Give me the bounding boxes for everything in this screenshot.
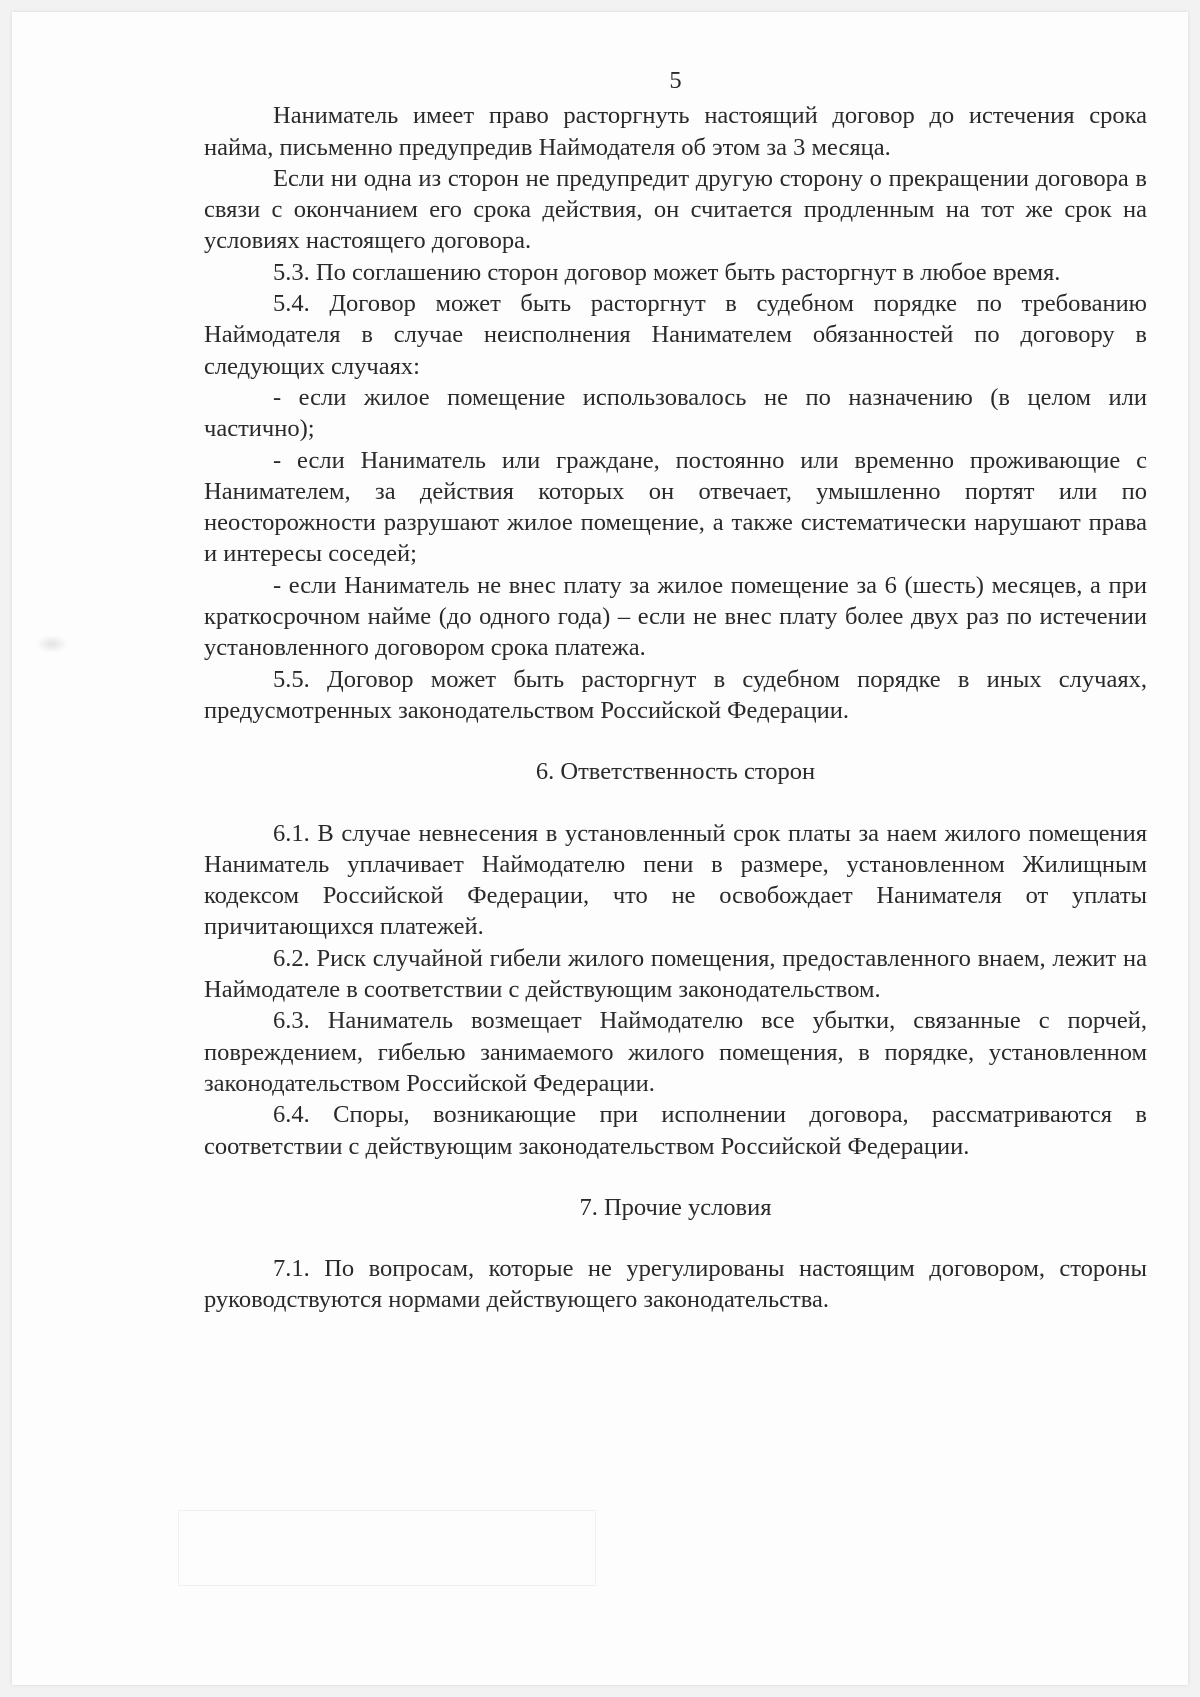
paragraph-6-4: 6.4. Споры, возникающие при исполнении договора, рассматриваются в соответствии с действующим законодательством Российской Федерации.: [204, 1101, 1147, 1160]
section-heading-7: 7. Прочие условия: [579, 1193, 772, 1221]
list-item: - если Наниматель или граждане, постоянно или временно проживающие с Нанимателем, за действия которых он отвечает, умышленно портят или по неосторожности разрушают жилое помещение, а также систематически нарушают права и интересы соседей;: [204, 446, 1147, 568]
paragraph-6-3: 6.3. Наниматель возмещает Наймодателю все убытки, связанные с порчей, повреждением, гибелью занимаемого жилого помещения, в порядке, установленном законодательством Российской Федерации.: [204, 1007, 1147, 1097]
paragraph-5-5: 5.5. Договор может быть расторгнут в судебном порядке в иных случаях, предусмотренных законодательством Российской Федерации.: [204, 665, 1147, 724]
list-item: - если Наниматель не внес плату за жилое помещение за 6 (шесть) месяцев, а при краткосрочном найме (до одного года) – если не внес плату более двух раз по истечении установленного договором срока платежа.: [204, 571, 1147, 662]
paragraph: Если ни одна из сторон не предупредит другую сторону о прекращении договора в связи с окончанием его срока действия, он считается продленным на тот же срок на условиях настоящего договора.: [204, 164, 1147, 255]
section-heading-6: 6. Ответственность сторон: [535, 758, 816, 786]
paragraph-6-1: 6.1. В случае невнесения в установленный срок платы за наем жилого помещения Наниматель уплачивает Наймодателю пени в размере, установленном Жилищным кодексом Российской Федерации, что не освобождает Нанимателя от уплаты причитающихся платежей.: [204, 819, 1147, 941]
scan-smudge: [36, 635, 68, 653]
faded-stamp-box: [178, 1510, 596, 1586]
paragraph-6-2: 6.2. Риск случайной гибели жилого помещения, предоставленного внаем, лежит на Наймодателе в соответствии с действующим законодательством.: [204, 944, 1147, 1004]
paragraph-7-1: 7.1. По вопросам, которые не урегулированы настоящим договором, стороны руководствуются нормами действующего законодательства.: [204, 1255, 1147, 1314]
page-number: 5: [669, 67, 682, 94]
document-body: [204, 65, 1147, 1316]
paragraph-5-4: 5.4. Договор может быть расторгнут в судебном порядке по требованию Наймодателя в случае неисполнения Нанимателем обязанностей по договору в следующих случаях:: [204, 290, 1147, 380]
paragraph-5-3: 5.3. По соглашению сторон договор может быть расторгнут в любое время.: [273, 258, 1061, 286]
paragraph: Наниматель имеет право расторгнуть настоящий договор до истечения срока найма, письменно предупредив Наймодателя об этом за 3 месяца.: [204, 102, 1147, 161]
list-item: - если жилое помещение использовалось не по назначению (в целом или частично);: [204, 383, 1147, 443]
